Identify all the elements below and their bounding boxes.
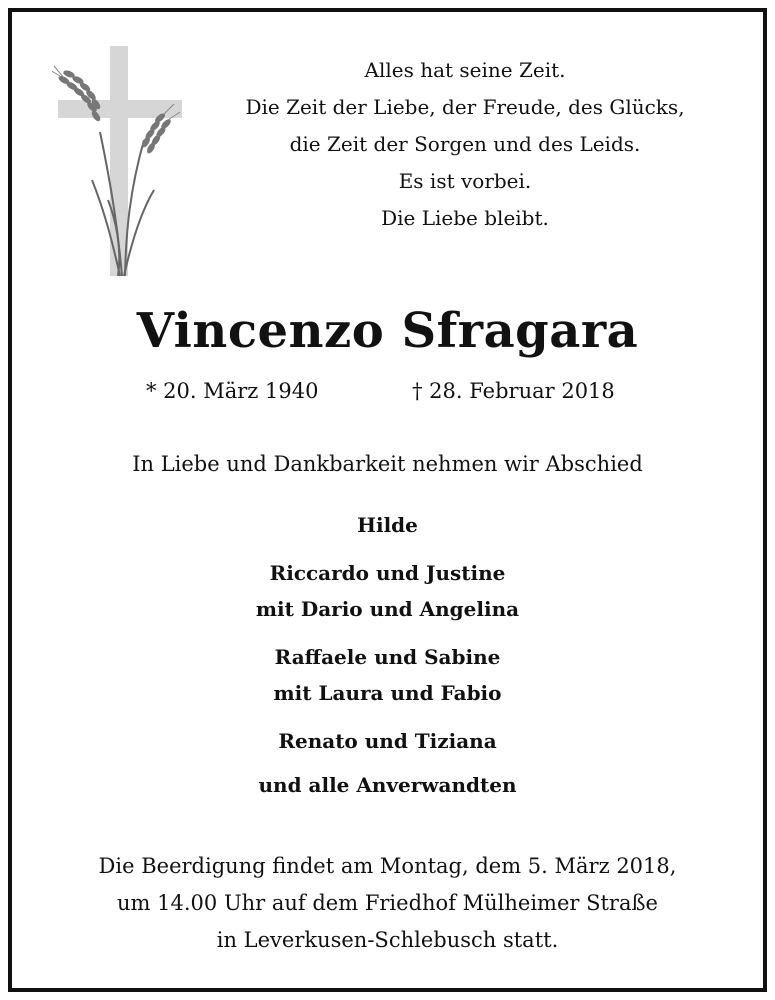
family-member: und alle Anverwandten bbox=[258, 773, 517, 797]
family-member: Riccardo und Justine bbox=[269, 561, 506, 585]
deceased-name: Vincenzo Sfragara bbox=[136, 303, 639, 359]
poem-line: Die Liebe bleibt. bbox=[381, 206, 549, 230]
death-date: † 28. Februar 2018 bbox=[412, 379, 615, 403]
funeral-line: in Leverkusen-Schlebusch statt. bbox=[216, 928, 559, 952]
poem-line: die Zeit der Sorgen und des Leids. bbox=[289, 132, 641, 156]
cross-with-wheat-icon bbox=[52, 40, 187, 280]
poem-line: Es ist vorbei. bbox=[398, 169, 532, 193]
funeral-line: Die Beerdigung findet am Montag, dem 5. März 2018, bbox=[98, 854, 677, 878]
family-member: mit Dario und Angelina bbox=[255, 597, 520, 621]
poem bbox=[170, 52, 760, 237]
poem-line: Die Zeit der Liebe, der Freude, des Glücks, bbox=[245, 95, 685, 119]
family-member: mit Laura und Fabio bbox=[273, 681, 502, 705]
family-member: Hilde bbox=[357, 513, 418, 537]
funeral-info bbox=[0, 848, 775, 959]
family-member: Renato und Tiziana bbox=[278, 729, 497, 753]
farewell-intro: In Liebe und Dankbarkeit nehmen wir Abschied bbox=[132, 452, 643, 476]
poem-line: Alles hat seine Zeit. bbox=[364, 58, 566, 82]
birth-date: * 20. März 1940 bbox=[146, 379, 319, 403]
funeral-line: um 14.00 Uhr auf dem Friedhof Mülheimer Straße bbox=[117, 891, 658, 915]
family-member: Raffaele und Sabine bbox=[274, 645, 501, 669]
